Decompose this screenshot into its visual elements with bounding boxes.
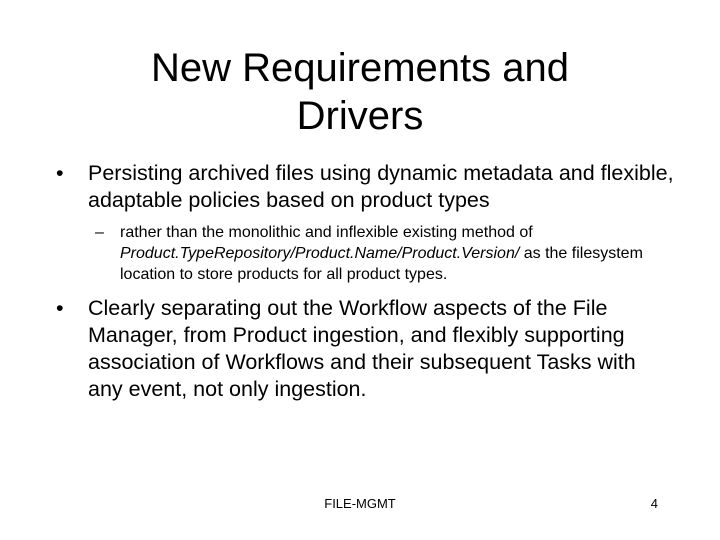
title-line-2: Drivers [296, 94, 424, 138]
page-number: 4 [650, 496, 658, 511]
bullet-text-1: Persisting archived files using dynamic metadata and flexible, adaptable policies based on product types [88, 161, 674, 212]
footer-label: FILE-MGMT [324, 496, 396, 511]
title-line-1: New Requirements and [151, 46, 569, 90]
bullet-glyph: • [56, 161, 64, 185]
dash-glyph: – [95, 224, 104, 241]
sub-bullet-text-end: as the filesystem location to store products for all product types. [120, 245, 643, 283]
bullet-item [56, 160, 676, 214]
bullet-list [56, 160, 676, 403]
slide-title [60, 44, 660, 140]
bullet-glyph: • [56, 296, 64, 320]
bullet-item [56, 295, 676, 403]
bullet-text-2: Clearly separating out the Workflow aspects of the File Manager, from Product ingestion, and flexibly supporting association of Workflows and their subsequent Tasks with any event, not only ingestion. [88, 296, 636, 401]
spacer [56, 285, 676, 295]
sub-bullet-item [56, 222, 676, 285]
sub-bullet-text-start: rather than the monolithic and inflexible existing method of [120, 224, 533, 241]
sub-bullet-path: Product.TypeRepository/Product.Name/Product.Version/ [120, 245, 520, 262]
